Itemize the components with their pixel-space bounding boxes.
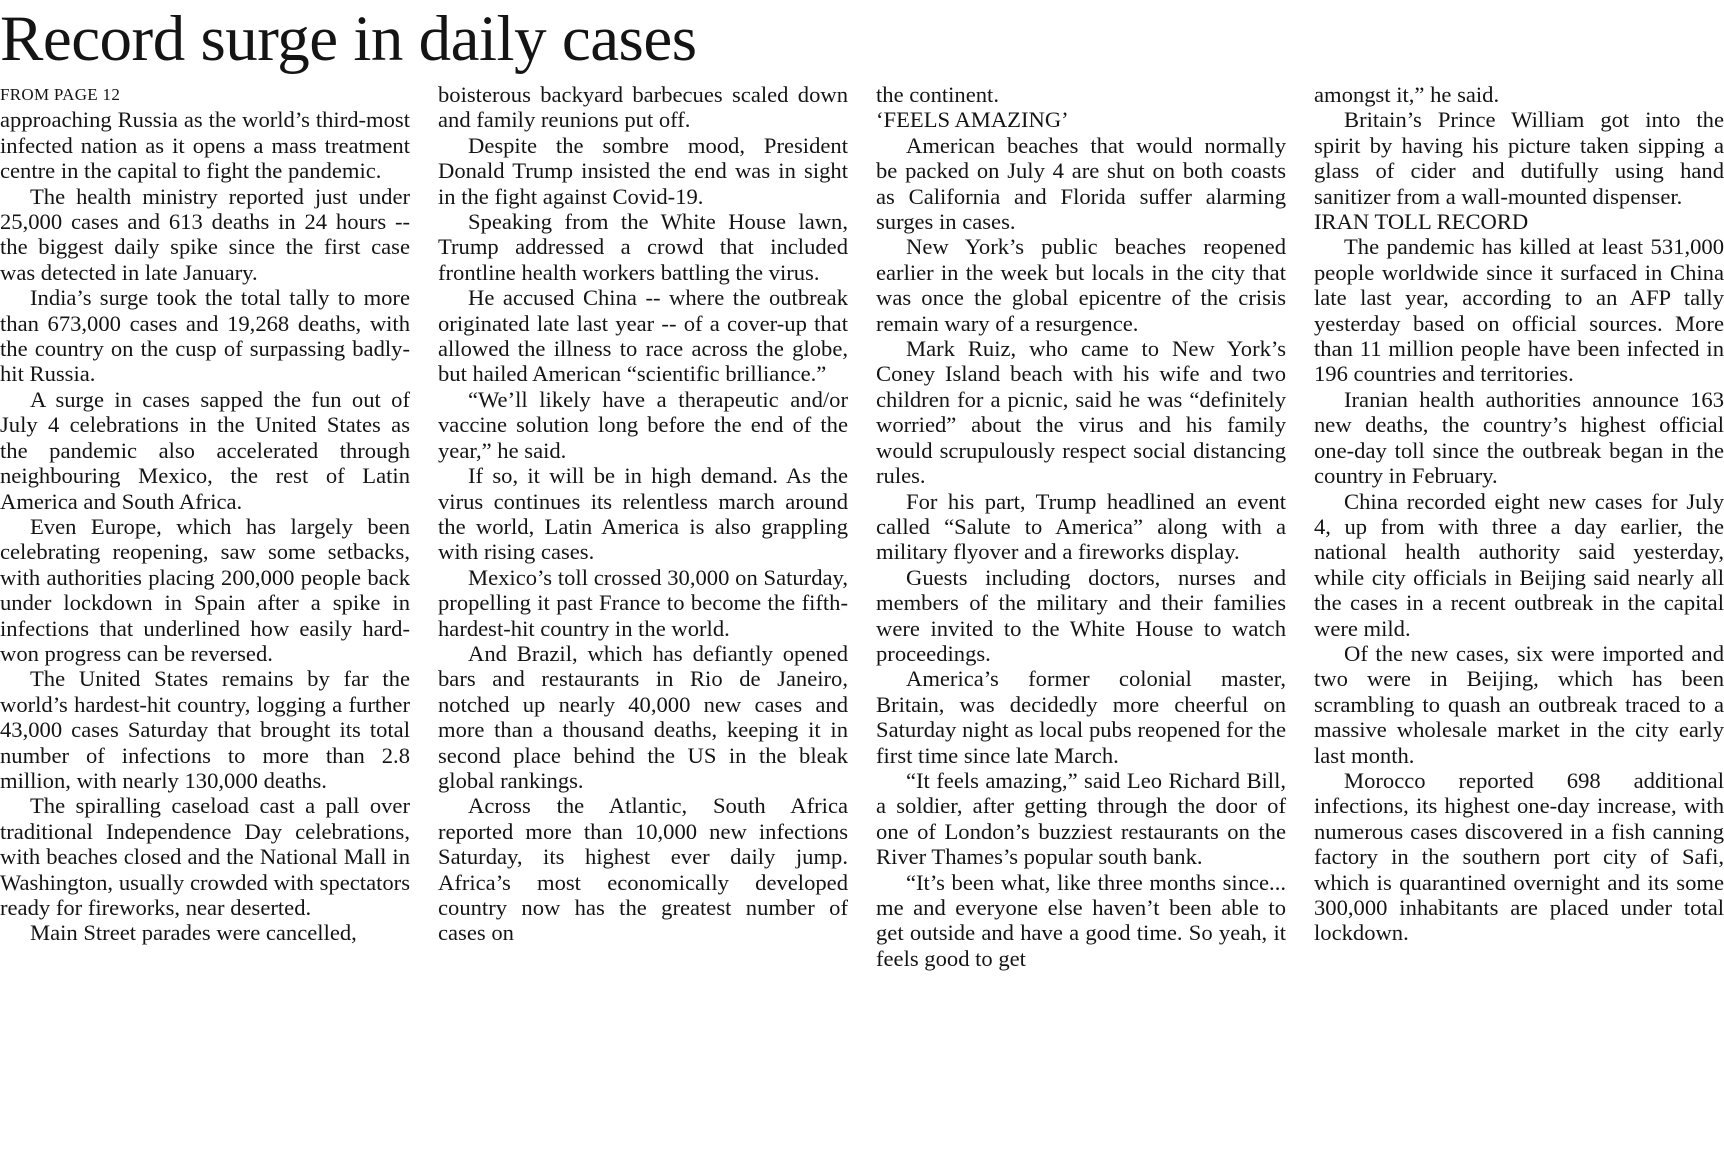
- paragraph: China recorded eight new cases for July 4, up from with three a day earlier, the national health authority said yesterday, while city officials in Beijing said nearly all the cases in a recent outbreak in the capital were mild.: [1314, 488, 1724, 641]
- paragraph: India’s surge took the total tally to more than 673,000 cases and 19,268 deaths, with the country on the cusp of surpassing badly-hit Russia.: [0, 285, 410, 387]
- paragraph: The health ministry reported just under 25,000 cases and 613 deaths in 24 hours -- the biggest daily spike since the first case was detected in late January.: [0, 183, 410, 285]
- subhead: IRAN TOLL RECORD: [1314, 209, 1529, 235]
- column-3: [876, 82, 1286, 1170]
- paragraph: amongst it,” he said.: [1314, 82, 1500, 107]
- paragraph: “It’s been what, like three months since... me and everyone else haven’t been able to get outside and have a good time. So yeah, it feels good to get: [876, 869, 1286, 971]
- paragraph: Morocco reported 698 additional infections, its highest one-day increase, with numerous cases discovered in a fish canning factory in the southern port city of Safi, which is quarantined overnight and its some 300,000 inhabitants are placed under total lockdown.: [1314, 767, 1724, 946]
- paragraph: “It feels amazing,” said Leo Richard Bill, a soldier, after getting through the door of one of London’s buzziest restaurants on the River Thames’s popular south bank.: [876, 767, 1286, 870]
- paragraph: For his part, Trump headlined an event called “Salute to America” along with a military flyover and a fireworks display.: [876, 488, 1286, 565]
- paragraph: And Brazil, which has defiantly opened bars and restaurants in Rio de Janeiro, notched up nearly 40,000 new cases and more than a thousand deaths, keeping it in second place behind the US in the bleak global rankings.: [438, 640, 848, 793]
- paragraph: The United States remains by far the world’s hardest-hit country, logging a further 43,000 cases Saturday that brought its total number of infections to more than 2.8 million, with nearly 130,000 deaths.: [0, 666, 410, 793]
- paragraph: “We’ll likely have a therapeutic and/or vaccine solution long before the end of the year,” he said.: [438, 386, 848, 463]
- headline: Record surge in daily cases: [0, 3, 697, 75]
- paragraph: Speaking from the White House lawn, Trump addressed a crowd that included frontline health workers battling the virus.: [438, 209, 848, 285]
- paragraph: Across the Atlantic, South Africa reported more than 10,000 new infections Saturday, its highest ever daily jump. Africa’s most economically developed country now has the greatest number of cases on: [438, 793, 848, 946]
- paragraph: the continent.: [876, 82, 999, 107]
- article-body: [0, 82, 1724, 1170]
- jump-line: FROM PAGE 12: [0, 85, 121, 104]
- paragraph: Even Europe, which has largely been celebrating reopening, saw some setbacks, with authorities placing 200,000 people back under lockdown in Spain after a spike in infections that underlined how easily hard-won progress can be reversed.: [0, 513, 410, 666]
- paragraph: The spiralling caseload cast a pall over traditional Independence Day celebrations, with beaches closed and the National Mall in Washington, usually crowded with spectators ready for fireworks, near deserted.: [0, 793, 410, 920]
- paragraph: Main Street parades were cancelled,: [30, 920, 357, 946]
- paragraph: American beaches that would normally be packed on July 4 are shut on both coasts as California and Florida suffer alarming surges in cases.: [876, 132, 1286, 235]
- paragraph: America’s former colonial master, Britain, was decidedly more cheerful on Saturday night as local pubs reopened for the first time since late March.: [876, 666, 1286, 768]
- column-4: [1314, 82, 1724, 1170]
- paragraph: Mexico’s toll crossed 30,000 on Saturday, propelling it past France to become the fifth-hardest-hit country in the world.: [438, 564, 848, 641]
- paragraph: Guests including doctors, nurses and members of the military and their families were invited to the White House to watch proceedings.: [876, 564, 1286, 666]
- paragraph: Despite the sombre mood, President Donald Trump insisted the end was in sight in the fight against Covid-19.: [438, 132, 848, 209]
- paragraph: Of the new cases, six were imported and two were in Beijing, which has been scrambling to quash an outbreak traced to a massive wholesale market in the city early last month.: [1314, 640, 1724, 768]
- paragraph: Britain’s Prince William got into the spirit by having his picture taken sipping a glass of cider and dutifully using hand sanitizer from a wall-mounted dispenser.: [1314, 107, 1724, 209]
- paragraph: boisterous backyard barbecues scaled down and family reunions put off.: [438, 82, 848, 133]
- column-1: [0, 82, 410, 1170]
- subhead: ‘FEELS AMAZING’: [876, 107, 1069, 133]
- paragraph: The pandemic has killed at least 531,000 people worldwide since it surfaced in China late last year, according to an AFP tally yesterday based on official sources. More than 11 million people have been infected in 196 countries and territories.: [1314, 234, 1724, 387]
- paragraph: If so, it will be in high demand. As the virus continues its relentless march around the world, Latin America is also grappling with rising cases.: [438, 463, 848, 565]
- paragraph: New York’s public beaches reopened earlier in the week but locals in the city that was once the global epicentre of the crisis remain wary of a resurgence.: [876, 234, 1286, 336]
- paragraph: Iranian health authorities announce 163 new deaths, the country’s highest official one-day toll since the outbreak began in the country in February.: [1314, 386, 1724, 489]
- paragraph: approaching Russia as the world’s third-most infected nation as it opens a mass treatment centre in the capital to fight the pandemic.: [0, 107, 410, 184]
- paragraph: Mark Ruiz, who came to New York’s Coney Island beach with his wife and two children for a picnic, said he was “definitely worried” about the virus and his family would scrupulously respect social distancing rules.: [876, 336, 1286, 489]
- paragraph: He accused China -- where the outbreak originated late last year -- of a cover-up that allowed the illness to race across the globe, but hailed American “scientific brilliance.”: [438, 285, 848, 387]
- column-2: [438, 82, 848, 1170]
- paragraph: A surge in cases sapped the fun out of July 4 celebrations in the United States as the pandemic also accelerated through neighbouring Mexico, the rest of Latin America and South Africa.: [0, 386, 410, 514]
